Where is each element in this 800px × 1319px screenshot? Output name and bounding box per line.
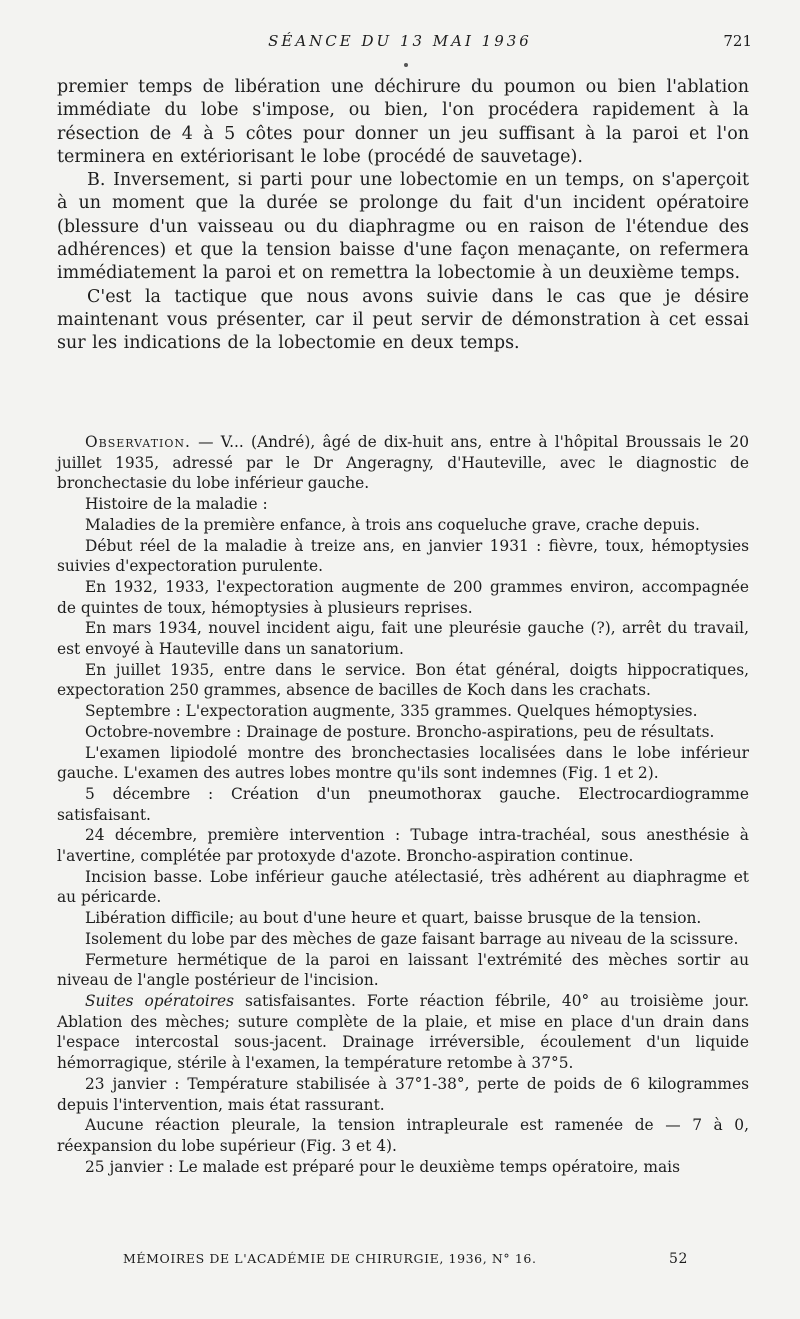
running-title: SÉANCE DU 13 MAI 1936 bbox=[268, 32, 532, 50]
case-paragraph: En juillet 1935, entre dans le service. Bon état général, doigts hippocratiques, expectoration 250 grammes, absence de bacilles de Koch dans les crachats. bbox=[57, 660, 749, 700]
case-paragraph: 23 janvier : Température stabilisée à 37°1-38°, perte de poids de 6 kilogrammes depuis l'intervention, mais état rassurant. bbox=[57, 1074, 749, 1114]
case-paragraph: En mars 1934, nouvel incident aigu, fait une pleurésie gauche (?), arrêt du travail, est envoyé à Hauteville dans un sanatorium. bbox=[57, 619, 749, 659]
case-paragraph: Isolement du lobe par des mèches de gaze faisant barrage au niveau de la scissure. bbox=[85, 929, 739, 948]
case-paragraph: Octobre-novembre : Drainage de posture. Broncho-aspirations, peu de résultats. bbox=[85, 722, 715, 741]
case-paragraph: En 1932, 1933, l'expectoration augmente de 200 grammes environ, accompagnée de quintes de toux, hémoptysies à plusieurs reprises. bbox=[57, 577, 749, 617]
case-paragraph: Septembre : L'expectoration augmente, 335 grammes. Quelques hémoptysies. bbox=[85, 702, 698, 721]
intro-paragraph-2: B. Inversement, si parti pour une lobectomie en un temps, on s'aperçoit à un moment que la durée se prolonge du fait d'un incident opératoire (blessure d'un vaisseau ou du diaphragme ou en raison de l'étendue des adhérences) et que la tension baisse d'une façon menaçante, on refermera immédiatement la paroi et on remettra la lobectomie à un deuxième temps. bbox=[57, 170, 749, 284]
case-paragraph: 24 décembre, première intervention : Tubage intra-trachéal, sous anesthésie à l'avertine, complétée par protoxyde d'azote. Broncho-aspiration continue. bbox=[57, 826, 749, 866]
journal-citation: MÉMOIRES DE L'ACADÉMIE DE CHIRURGIE, 1936, N° 16. bbox=[123, 1251, 537, 1266]
case-paragraph: Aucune réaction pleurale, la tension intrapleurale est ramenée de — 7 à 0, réexpansion du lobe supérieur (Fig. 3 et 4). bbox=[57, 1116, 749, 1155]
suites-paragraph bbox=[57, 991, 749, 1074]
observation-text: — V... (André), âgé de dix-huit ans, entre à l'hôpital Broussais le 20 juillet 1935, adressé par le Dr Angeragny, d'Hauteville, avec le diagnostic de bronchectasie du lobe inférieur gauche. bbox=[57, 433, 749, 493]
observation-label: Observation. bbox=[85, 433, 191, 451]
case-paragraph: L'examen lipiodolé montre des bronchectasies localisées dans le lobe inférieur gauche. L'examen des autres lobes montre qu'ils sont indemnes (Fig. 1 et 2). bbox=[57, 743, 749, 783]
case-paragraph: Incision basse. Lobe inférieur gauche atélectasié, très adhérent au diaphragme et au péricarde. bbox=[57, 867, 749, 907]
case-paragraph: Maladies de la première enfance, à trois ans coqueluche grave, crache depuis. bbox=[85, 515, 700, 534]
intro-text bbox=[57, 76, 749, 356]
suites-label: Suites opératoires bbox=[85, 991, 235, 1010]
sheet-number: 52 bbox=[669, 1251, 689, 1267]
case-paragraph: Fermeture hermétique de la paroi en laissant l'extrémité des mèches sortir au niveau de l'angle postérieur de l'incision. bbox=[57, 950, 749, 990]
case-paragraph: Libération difficile; au bout d'une heure et quart, baisse brusque de la tension. bbox=[85, 909, 702, 928]
case-paragraph: 5 décembre : Création d'un pneumothorax gauche. Electrocardiogramme satisfaisant. bbox=[57, 784, 749, 824]
print-speck bbox=[404, 63, 408, 67]
intro-paragraph-1: premier temps de libération une déchirure du poumon ou bien l'ablation immédiate du lobe s'impose, ou bien, l'on procédera rapidement à la résection de 4 à 5 côtes pour donner un jeu suffisant à la paroi et l'on terminera en extériorisant le lobe (procédé de sauvetage). bbox=[57, 77, 749, 167]
suites-text: satisfaisantes. Forte réaction fébrile, 40° au troisième jour. Ablation des mèches; suture complète de la plaie, et mise en place d'un drain dans l'espace intercostal sous-jacent. Drainage irréversible, écoulement d'un liquide hémorragique, stérile à l'examen, la température retombe à 37°5. bbox=[57, 991, 749, 1073]
case-paragraph: Début réel de la maladie à treize ans, en janvier 1931 : fièvre, toux, hémoptysies suivies d'expectoration purulente. bbox=[57, 536, 749, 576]
intro-paragraph-3: C'est la tactique que nous avons suivie dans le cas que je désire maintenant vous présenter, car il peut servir de démonstration à cet essai sur les indications de la lobectomie en deux temps. bbox=[57, 286, 749, 354]
page-number: 721 bbox=[723, 32, 752, 50]
case-paragraph: 25 janvier : Le malade est préparé pour le deuxième temps opératoire, mais bbox=[85, 1157, 680, 1176]
observation-paragraph bbox=[57, 432, 749, 494]
case-report bbox=[57, 432, 749, 1177]
case-paragraph: Histoire de la maladie : bbox=[85, 495, 268, 514]
